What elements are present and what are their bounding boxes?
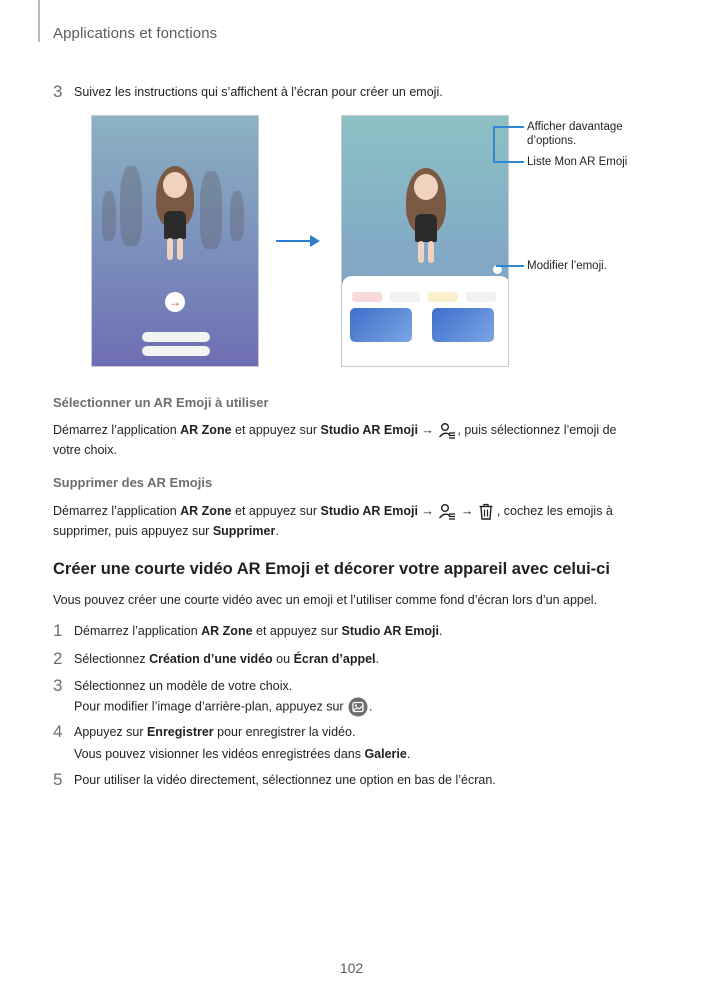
video-intro: Vous pouvez créer une courte vidéo avec un emoji et l’utiliser comme fond d’écran lors d’un appel. xyxy=(53,593,598,607)
video-step-4: 4 Appuyez sur Enregistrer pour enregistrer la vidéo. Vous pouvez visionner les vidéos enregistrées dans Galerie. xyxy=(53,722,411,761)
select-instructions: Démarrez l’application AR Zone et appuyez sur Studio AR Emoji → , puis sélectionnez l’emoji de votre choix. xyxy=(53,423,617,457)
video-step-3: 3 Sélectionnez un modèle de votre choix. Pour modifier l’image d’arrière-plan, appuyez sur . xyxy=(53,677,373,717)
callout-my-list: Liste Mon AR Emoji xyxy=(527,156,628,168)
step-number: 3 xyxy=(53,82,63,101)
callout-more-options: Afficher davantage d’options. xyxy=(527,121,623,147)
next-button[interactable]: → xyxy=(165,292,185,312)
step-3 xyxy=(53,83,443,101)
callout-edit-emoji: Modifier l’emoji. xyxy=(527,260,607,272)
callout-leader xyxy=(493,161,524,163)
emoji-list-icon xyxy=(438,503,456,520)
video-step-2: 2 Sélectionnez Création d’une vidéo ou Écran d’appel. xyxy=(53,649,380,668)
category-chip[interactable] xyxy=(466,292,496,302)
delete-instructions: Démarrez l’application AR Zone et appuyez sur Studio AR Emoji → → , cochez les emojis à supprimer, puis appuyez sur Supprimer. xyxy=(53,504,613,538)
option-pill[interactable] xyxy=(142,332,210,342)
category-chip[interactable] xyxy=(352,292,382,302)
emoji-silhouette xyxy=(230,191,244,241)
transition-arrow-icon xyxy=(276,235,320,247)
category-chip[interactable] xyxy=(428,292,458,302)
category-chip[interactable] xyxy=(390,292,420,302)
emoji-selection-screen xyxy=(91,115,259,367)
video-step-1: 1 Démarrez l’application AR Zone et appuyez sur Studio AR Emoji. xyxy=(53,621,443,640)
step-text: Suivez les instructions qui s’affichent à l’écran pour créer un emoji. xyxy=(74,85,443,99)
callout-leader xyxy=(493,126,524,128)
section-title-delete: Supprimer des AR Emojis xyxy=(53,475,213,490)
callout-leader xyxy=(493,126,495,162)
emoji-studio-screen xyxy=(341,115,509,367)
page-number: 102 xyxy=(339,960,364,976)
emoji-silhouette xyxy=(102,191,116,241)
call-screen-card[interactable] xyxy=(432,308,494,342)
chapter-title: Applications et fonctions xyxy=(53,25,218,42)
video-step-5: 5 Pour utiliser la vidéo directement, sélectionnez une option en bas de l’écran. xyxy=(53,770,496,789)
studio-bottom-sheet xyxy=(342,276,509,367)
screenshots-figure xyxy=(91,115,631,370)
emoji-list-icon xyxy=(438,422,456,439)
chapter-divider xyxy=(38,0,40,42)
emoji-silhouette xyxy=(200,171,222,249)
emoji-silhouette xyxy=(120,166,142,246)
section-title-select: Sélectionner un AR Emoji à utiliser xyxy=(53,395,269,410)
callout-leader xyxy=(496,265,524,267)
video-template-card[interactable] xyxy=(350,308,412,342)
trash-icon xyxy=(478,503,496,520)
option-pill[interactable] xyxy=(142,346,210,356)
section-title-video: Créer une courte vidéo AR Emoji et décorer votre appareil avec celui-ci xyxy=(53,560,610,578)
background-image-icon xyxy=(348,697,368,717)
